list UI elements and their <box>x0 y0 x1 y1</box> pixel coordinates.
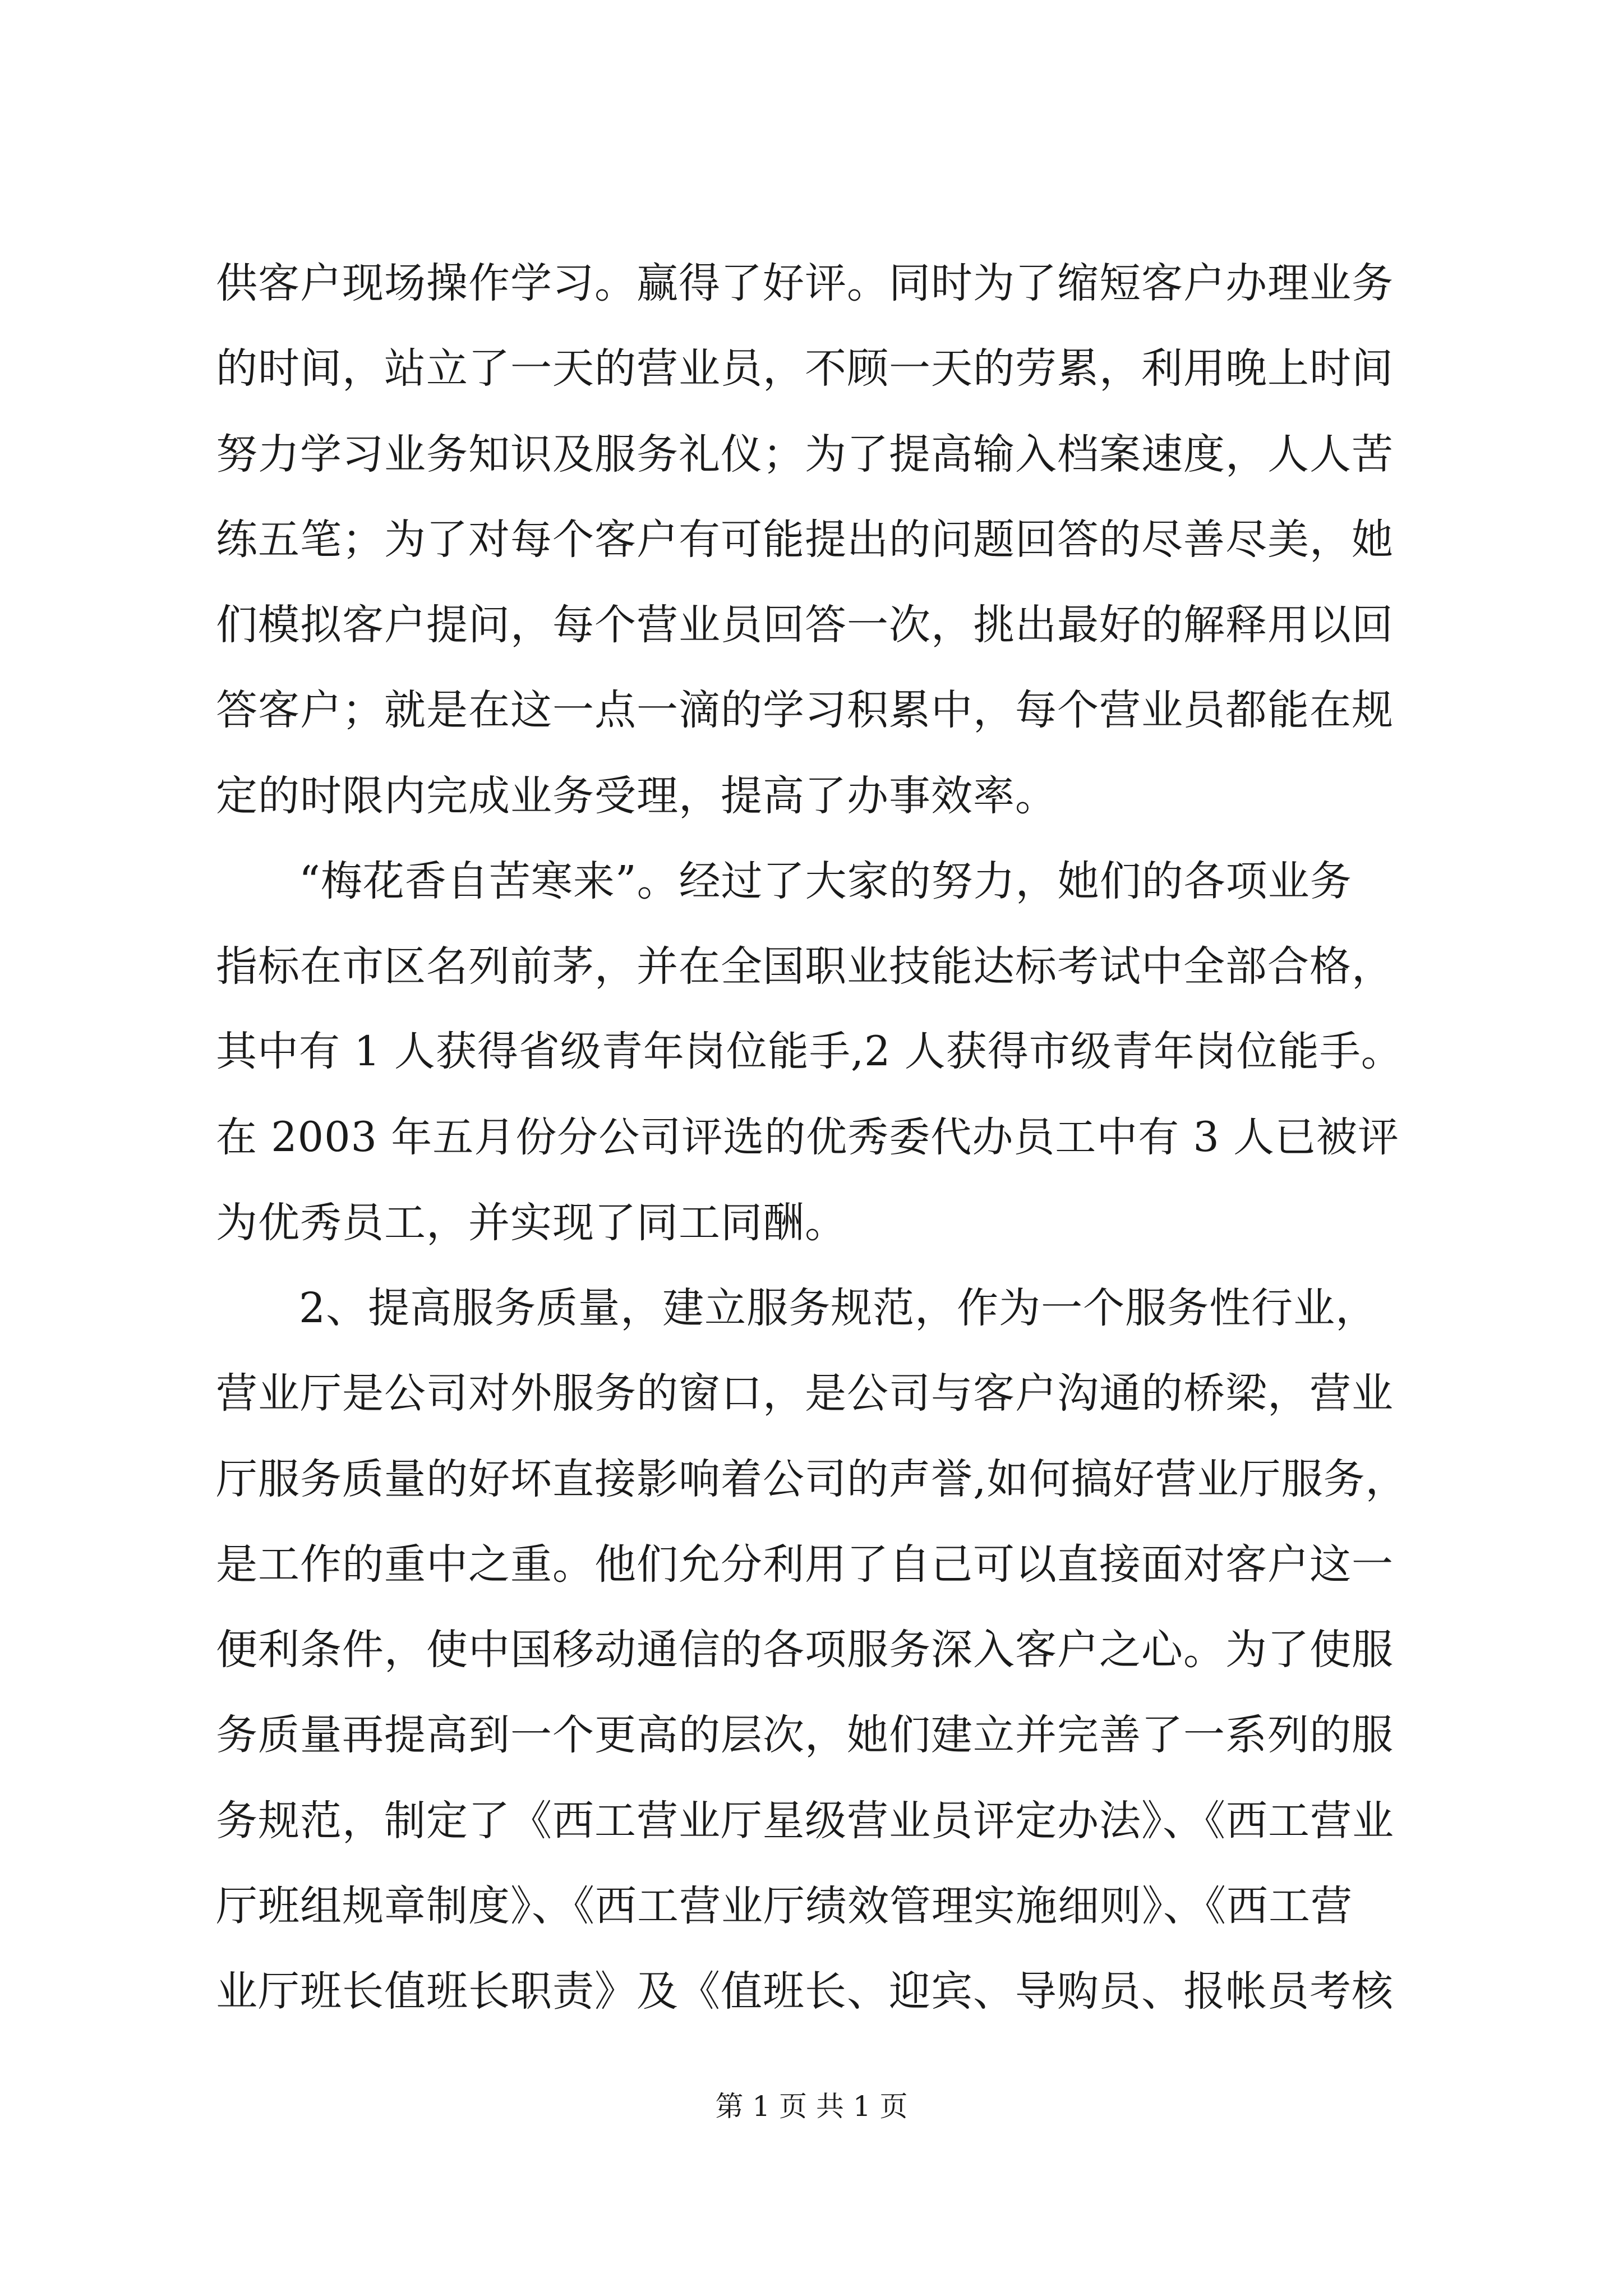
text-line: 便利条件，使中国移动通信的各项服务深入客户之心。为了使服 <box>216 1626 1394 1674</box>
text-line: 答客户；就是在这一点一滴的学习积累中，每个营业员都能在规 <box>216 686 1394 734</box>
text-line: 厅班组规章制度》、《西工营业厅绩效管理实施细则》、《西工营 <box>216 1882 1353 1930</box>
text-line: 指标在市区名列前茅，并在全国职业技能达标考试中全部合格， <box>216 942 1394 991</box>
text-line: 在 2003 年五月份分公司评选的优秀委代办员工中有 3 人已被评 <box>216 1114 1400 1161</box>
text-line: 务规范，制定了《西工营业厅星级营业员评定办法》、《西工营业 <box>216 1797 1394 1845</box>
text-line: 其中有 1 人获得省级青年岗位能手,2 人获得市级青年岗位能手。 <box>216 1028 1403 1075</box>
paragraph-start-line: 2、提高服务质量，建立服务规范，作为一个服务性行业， <box>299 1284 1378 1332</box>
text-line: 定的时限内完成业务受理，提高了办事效率。 <box>216 772 1057 820</box>
text-line: 供客户现场操作学习。赢得了好评。同时为了缩短客户办理业务 <box>216 259 1394 307</box>
text-line: 练五笔；为了对每个客户有可能提出的问题回答的尽善尽美，她 <box>216 516 1394 564</box>
paragraph-start-line: “梅花香自苦寒来”。经过了大家的努力，她们的各项业务 <box>299 857 1352 905</box>
text-line: 业厅班长值班长职责》及《值班长、迎宾、导购员、报帐员考核 <box>216 1967 1394 2016</box>
text-line: 的时间，站立了一天的营业员，不顾一天的劳累，利用晚上时间 <box>216 344 1394 393</box>
text-line: 努力学习业务知识及服务礼仪；为了提高输入档案速度，人人苦 <box>216 430 1394 478</box>
text-line: 是工作的重中之重。他们允分利用了自己可以直接面对客户这一 <box>216 1540 1394 1589</box>
text-line: 厅服务质量的好坏直接影响着公司的声誉,如何搞好营业厅服务， <box>216 1455 1408 1503</box>
text-line: 为优秀员工，并实现了同工同酬。 <box>216 1199 847 1247</box>
text-line: 营业厅是公司对外服务的窗口，是公司与客户沟通的桥梁，营业 <box>216 1369 1394 1418</box>
text-line: 们模拟客户提问，每个营业员回答一次，挑出最好的解释用以回 <box>216 601 1394 649</box>
page-number-footer: 第 1 页 共 1 页 <box>715 2090 908 2123</box>
text-line: 务质量再提高到一个更高的层次，她们建立并完善了一系列的服 <box>216 1711 1394 1759</box>
